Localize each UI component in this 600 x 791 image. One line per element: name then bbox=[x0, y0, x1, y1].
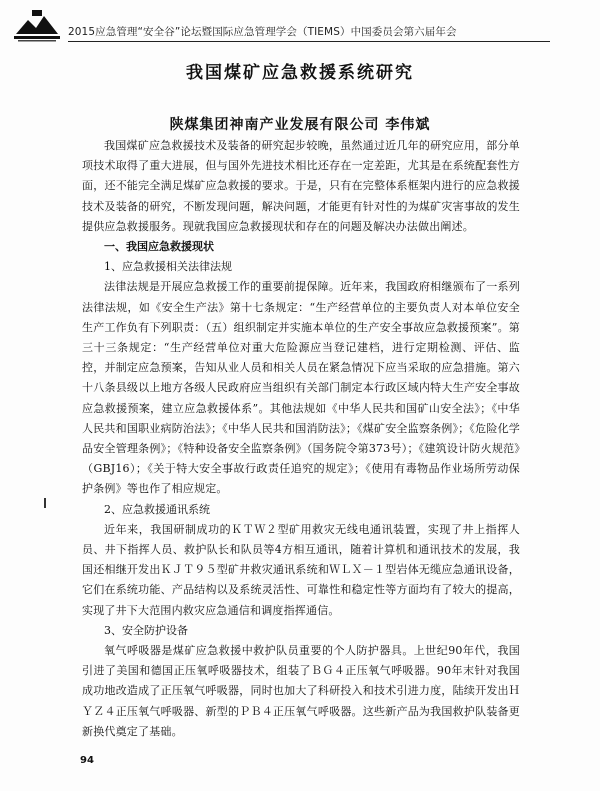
communication-paragraph: 近年来，我国研制成功的ＫＴＷ２型矿用救灾无线电通讯装置，实现了井上指挥人员、井下指挥人员、救护队长和队员等4方相互通讯，随着计算机和通讯技术的发展，我国还相继开发出ＫＪＴ９５型矿井救灾通讯系统和ＷＬＸ－１型岩体无缆应急通讯设备，它们在系统功能、产品结构以及系统灵活性、可靠性和稳定性等方面均有了较大的提高，实现了井下大范围内救灾应急通信和调度指挥通信。 bbox=[82, 522, 520, 617]
laws-paragraph: 法律法规是开展应急救援工作的重要前提保障。近年来，我国政府相继颁布了一系列法律法规，如《安全生产法》第十七条规定：“生产经营单位的主要负责人对本单位安全生产工作负有下列职责：（五）组织制定并实施本单位的生产安全事故应急救援预案”。第三十三条规定：“生产经营单位对重大危险源应当登记建档，进行定期检测、评估、监控，并制定应急预案，告知从业人员和相关人员在紧急情况下应当采取的应急措施。第六十八条县级以上地方各级人民政府应当组织有关部门制定本行政区域内特大生产安全事故应急救援预案，建立应急救援体系”。其他法规如《中华人民共和国矿山安全法》；《中华人民共和国职业病防治法》；《中华人民共和国消防法》；《煤矿安全监察条例》；《危险化学品安全管理条例》；《特种设备安全监察条例》（国务院令第373号）；《建筑设计防火规范》（GBJ16）；《关于特大安全事故行政责任追究的规定》；《使用有毒物品作业场所劳动保护条例》等也作了相应规定。 bbox=[82, 280, 520, 496]
author-line: 陕煤集团神南产业发展有限公司 李伟斌 bbox=[169, 117, 431, 133]
conference-logo-icon bbox=[12, 8, 62, 44]
margin-mark bbox=[44, 498, 46, 508]
subsection-heading-3: 3、安全防护设备 bbox=[104, 623, 188, 637]
subsection-heading-2: 2、应急救援通讯系统 bbox=[104, 502, 210, 516]
page-number: 94 bbox=[80, 755, 94, 766]
protection-paragraph: 氧气呼吸器是煤矿应急救援中救护队员重要的个人防护器具。上世纪90年代，我国引进了美国和德国正压氧呼吸器技术，组装了ＢＧ４正压氧气呼吸器。90年末针对我国成功地改造成了正压氧气呼吸器，同时也加大了科研投入和技术引进力度，陆续开发出ＨＹＺ４正压氧气呼吸器、新型的ＰＢ４正压氧气呼吸器。这些新产品为我国救护队装备更新换代奠定了基础。 bbox=[82, 644, 520, 738]
header-rule bbox=[68, 41, 550, 42]
intro-paragraph: 我国煤矿应急救援技术及装备的研究起步较晚，虽然通过近几年的研究应用，部分单项技术取得了重大进展，但与国外先进技术相比还存在一定差距，尤其是在系统配套性方面，还不能完全满足煤矿应急救援的要求。于是，只有在完整体系框架内进行的应急救援技术及装备的研究，不断发现问题，解决问题，才能更有针对性的为煤矿灾害事故的发生提供应急救援服务。现就我国应急救援现状和存在的问题及解决办法做出阐述。 bbox=[82, 139, 520, 233]
running-header bbox=[6, 6, 594, 46]
subsection-heading-1: 1、应急救援相关法律法规 bbox=[104, 260, 232, 274]
section-heading-1: 一、我国应急救援现状 bbox=[104, 240, 214, 254]
running-title: 2015应急管理“安全谷”论坛暨国际应急管理学会（TIEMS）中国委员会第六届年会 bbox=[68, 26, 457, 38]
paper-title: 我国煤矿应急救援系统研究 bbox=[186, 63, 414, 83]
article-body bbox=[82, 136, 520, 742]
